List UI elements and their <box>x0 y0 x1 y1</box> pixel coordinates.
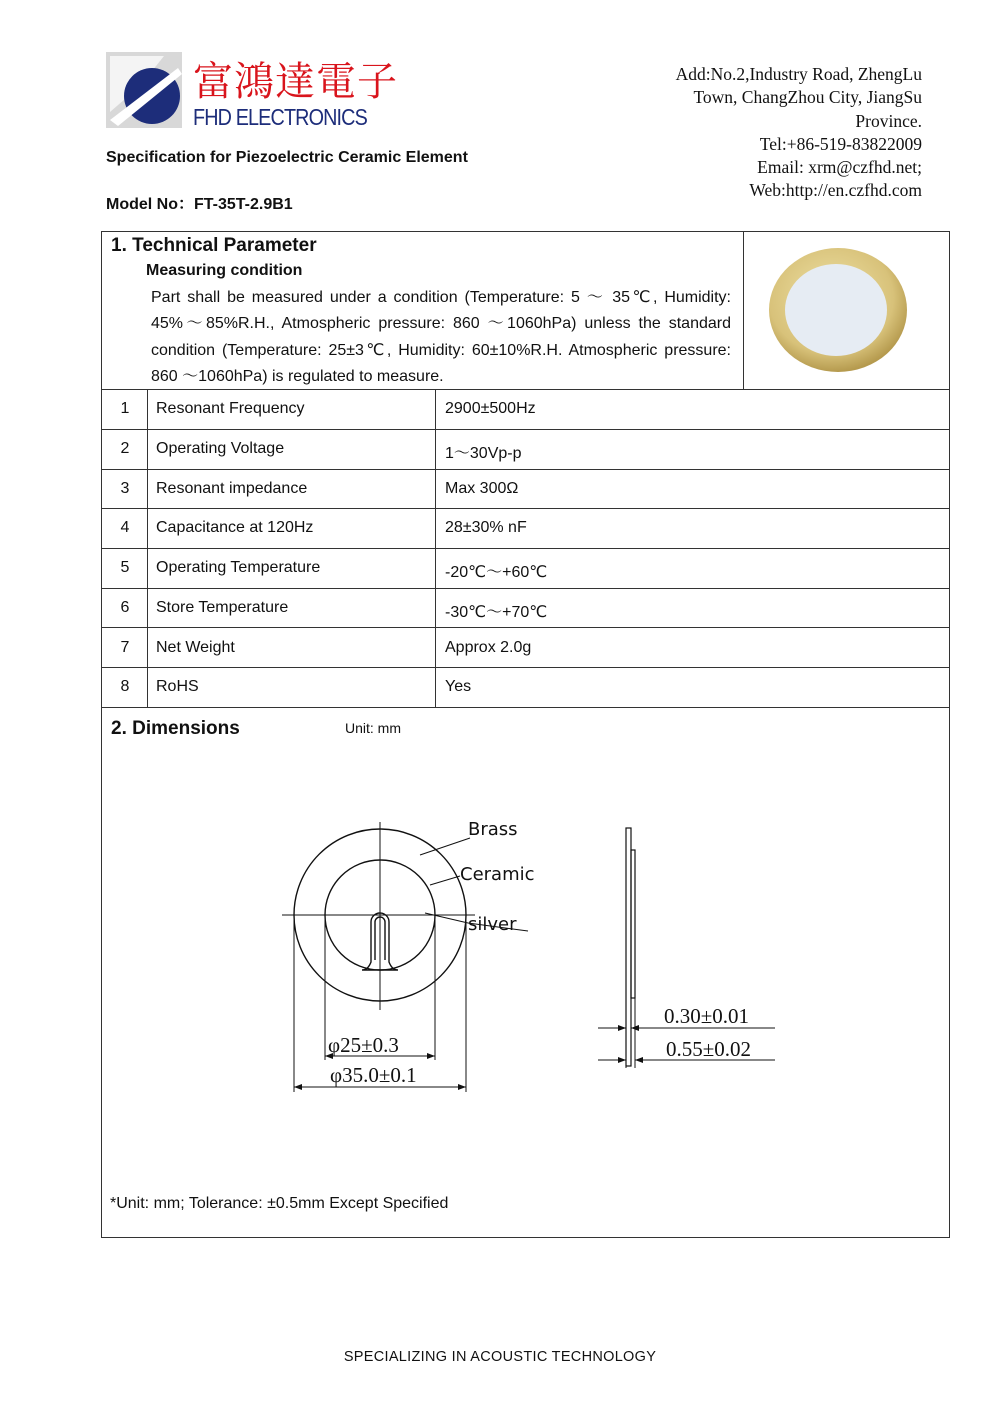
divider <box>147 389 148 707</box>
company-address <box>602 63 922 203</box>
param-number: 8 <box>120 678 130 695</box>
label-brass: Brass <box>468 819 518 840</box>
dim-total-thickness: 0.55±0.02 <box>666 1037 752 1061</box>
param-name: Net Weight <box>156 639 235 656</box>
piezo-element-photo <box>766 244 914 374</box>
divider <box>101 508 950 509</box>
address-line: Town, ChangZhou City, JiangSu <box>693 87 922 108</box>
param-number: 6 <box>120 599 130 616</box>
page-footer: SPECIALIZING IN ACOUSTIC TECHNOLOGY <box>343 1349 657 1365</box>
param-number: 4 <box>120 519 130 536</box>
divider <box>101 707 950 708</box>
dim-brass-thickness: 0.30±0.01 <box>664 1004 750 1028</box>
company-logo-icon <box>104 50 184 130</box>
param-value: -30℃～+70℃ <box>445 604 548 621</box>
dim-inner-diameter: φ25±0.3 <box>328 1033 399 1057</box>
measuring-condition-text: Part shall be measured under a condition (Temperature: 5 ～ 35℃, Humidity: 45%～85%R.H., Atmospheric pressure: 860 ～1060hPa) unless the standard condition (Temperature: 25±3℃, Humidity: 60±10%R.H. Atmospheric pressure: 860 ～1060hPa) is regulated to measure. <box>151 289 731 385</box>
param-name: RoHS <box>156 678 199 695</box>
label-silver: silver <box>468 914 517 935</box>
param-name: Operating Voltage <box>156 440 285 457</box>
param-name: Store Temperature <box>156 599 289 616</box>
param-number: 5 <box>120 559 130 576</box>
param-name: Resonant impedance <box>156 480 308 497</box>
web-line: Web:http://en.czfhd.com <box>749 180 922 201</box>
param-value: 2900±500Hz <box>445 400 536 417</box>
param-number: 7 <box>120 639 130 656</box>
param-value: 1～30Vp-p <box>445 445 522 462</box>
param-value: 28±30% nF <box>445 519 527 536</box>
param-number: 1 <box>120 400 130 417</box>
logo-chinese-name: 富鴻達電子 <box>193 59 398 105</box>
label-ceramic: Ceramic <box>460 864 535 885</box>
param-number: 3 <box>120 480 130 497</box>
divider <box>101 469 950 470</box>
document-title: Specification for Piezoelectric Ceramic Element <box>106 149 468 166</box>
divider <box>101 627 950 628</box>
unit-label: Unit: mm <box>345 720 401 736</box>
divider <box>101 429 950 430</box>
param-value: -20℃～+60℃ <box>445 564 548 581</box>
logo-english-name: FHD ELECTRONICS <box>193 104 367 130</box>
param-value: Max 300Ω <box>445 480 519 497</box>
divider <box>101 548 950 549</box>
divider <box>101 667 950 668</box>
phone-line: Tel:+86-519-83822009 <box>759 133 922 154</box>
measuring-condition-title: Measuring condition <box>146 262 303 279</box>
param-name: Resonant Frequency <box>156 400 305 417</box>
tolerance-note: *Unit: mm; Tolerance: ±0.5mm Except Specified <box>110 1195 449 1212</box>
section-title-dimensions: 2. Dimensions <box>111 718 240 739</box>
divider <box>435 389 436 707</box>
address-line: Province. <box>855 110 922 131</box>
email-line: Email: xrm@czfhd.net; <box>757 157 922 178</box>
divider <box>743 231 744 389</box>
param-name: Capacitance at 120Hz <box>156 519 314 536</box>
param-value: Approx 2.0g <box>445 639 532 656</box>
param-number: 2 <box>120 440 130 457</box>
param-value: Yes <box>445 678 472 695</box>
dim-outer-diameter: φ35.0±0.1 <box>330 1063 417 1087</box>
section-title-technical: 1. Technical Parameter <box>111 235 317 256</box>
dimension-drawing <box>270 810 790 1100</box>
model-number: Model No：FT-35T-2.9B1 <box>106 196 293 213</box>
address-line: Add:No.2,Industry Road, ZhengLu <box>675 64 922 84</box>
divider <box>101 588 950 589</box>
param-name: Operating Temperature <box>156 559 321 576</box>
